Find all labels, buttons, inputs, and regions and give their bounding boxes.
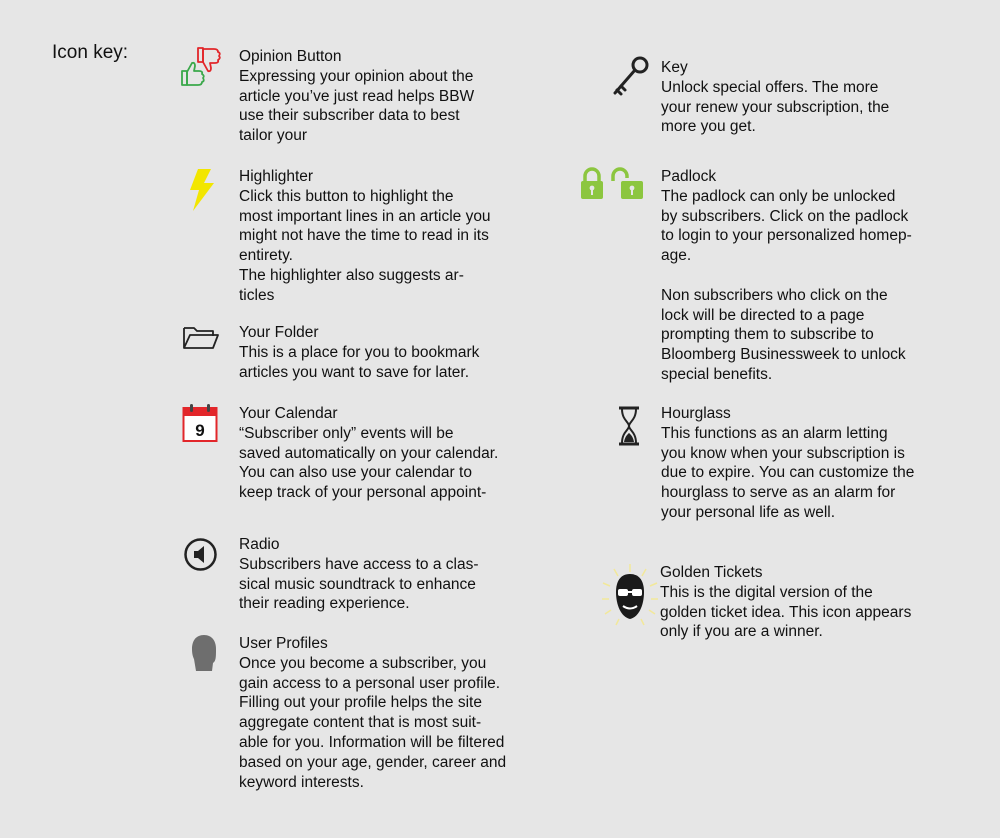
speaker-icon[interactable] [183, 537, 218, 577]
hourglass-icon[interactable] [617, 406, 641, 451]
entry-title: Your Folder [239, 324, 319, 341]
key-icon[interactable] [611, 55, 651, 102]
entry-title: Highlighter [239, 168, 314, 185]
entry-description: The padlock can only be unlocked by subscribers. Click on the padlock to login to your personalized homep- age. [661, 187, 912, 265]
entry-description-continued: Non subscribers who click on the lock will be directed to a page prompting them to subscribe to Bloomberg Businessweek to unlock special benefits. [661, 286, 906, 383]
entry-title: Opinion Button [239, 48, 342, 65]
icon-key-title: Icon key: [52, 42, 129, 63]
entry-description: This functions as an alarm letting you know when your subscription is due to expire. You can customize the hourglass to serve as an alarm for your personal life as well. [661, 424, 915, 521]
lightning-bolt-icon[interactable] [188, 168, 216, 217]
user-head-icon[interactable] [190, 633, 218, 678]
thumbs-up-down-icon[interactable] [180, 44, 224, 95]
entry-description: Subscribers have access to a clas- sical music soundtrack to enhance their reading experience. [239, 555, 479, 613]
calendar-day-number: 9 [195, 421, 205, 440]
entry-description: Unlock special offers. The more your renew your subscription, the more you get. [661, 78, 890, 136]
entry-description: This is a place for you to bookmark articles you want to save for later. [239, 343, 480, 381]
entry-description: Click this button to highlight the most important lines in an article you might not have the time to read in its entirety. The highlighter also suggests ar- ticles [239, 187, 491, 304]
calendar-icon[interactable] [182, 403, 218, 448]
entry-title: Golden Tickets [660, 564, 763, 581]
entry-title: Key [661, 59, 688, 76]
golden-ticket-face-icon[interactable] [600, 563, 660, 634]
padlock-icon[interactable] [578, 167, 646, 206]
entry-title: Padlock [661, 168, 717, 185]
entry-description: This is the digital version of the golden ticket idea. This icon appears only if you are a winner. [660, 583, 912, 641]
entry-description: Expressing your opinion about the article you’ve just read helps BBW use their subscriber data to best tailor your [239, 67, 475, 145]
entry-title: User Profiles [239, 635, 328, 652]
entry-title: Hourglass [661, 405, 731, 422]
folder-icon[interactable] [182, 324, 220, 355]
entry-title: Your Calendar [239, 405, 338, 422]
entry-description: Once you become a subscriber, you gain access to a personal user profile. Filling out your profile helps the site aggregate content that is most suit- able for you. Information will be filtered based on your age, gender, career and keyword interests. [239, 654, 507, 791]
entry-title: Radio [239, 536, 280, 553]
entry-description: “Subscriber only” events will be saved automatically on your calendar. You can also use your calendar to keep track of your personal appoint- [239, 424, 499, 502]
